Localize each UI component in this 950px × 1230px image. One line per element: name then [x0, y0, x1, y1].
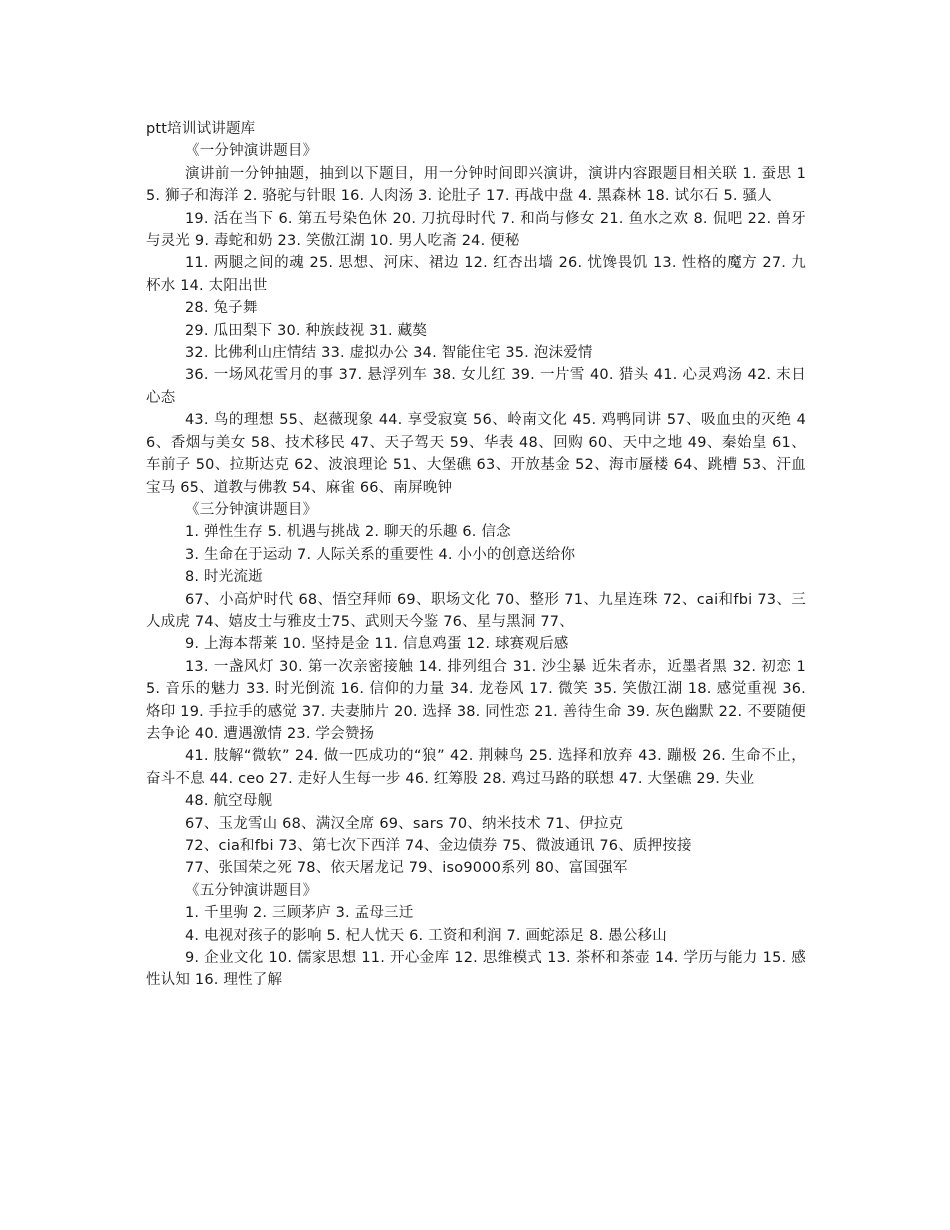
paragraph: 11. 两腿之间的魂 25. 思想、河床、裙边 12. 红杏出墙 26. 忧馋畏饥 13. 性格的魔方 27. 九杯水 14. 太阳出世 — [146, 255, 806, 294]
paragraph: 32. 比佛利山庄情结 33. 虚拟办公 34. 智能住宅 35. 泡沫爱情 — [185, 345, 593, 362]
paragraph: 4. 电视对孩子的影响 5. 杞人忧天 6. 工资和利润 7. 画蛇添足 8. 愚公移山 — [185, 927, 667, 944]
paragraph: 43. 鸟的理想 55、赵薇现象 44. 享受寂寞 56、岭南文化 45. 鸡鸭同讲 57、吸血虫的灭绝 46、香烟与美女 58、技术移民 47、天子驾天 59、华表 48、回购 60、天中之地 49、秦始皇 61、车前子 50、拉斯达克 62、波浪理论 51、大堡礁 63、开放基金 52、海市蜃楼 64、跳槽 53、汗血宝马 65、道教与佛教 54、麻雀 66、南屏晚钟 — [146, 412, 806, 496]
paragraph: 1. 千里驹 2. 三顾茅庐 3. 孟母三迁 — [185, 905, 414, 922]
paragraph: 《一分钟演讲题目》 — [185, 143, 318, 160]
paragraph: 19. 活在当下 6. 第五号染色休 20. 刀抗母时代 7. 和尚与修女 21. 鱼水之欢 8. 侃吧 22. 兽牙与灵光 9. 毒蛇和奶 23. 笑傲江湖 10. 男人吃斋 24. 便秘 — [146, 210, 806, 250]
paragraph: 13. 一盏风灯 30. 第一次亲密接触 14. 排列组合 31. 沙尘暴 近朱者赤，近墨者黑 32. 初恋 15. 音乐的魅力 33. 时光倒流 16. 信仰的力量 34. 龙卷风 17. 微笑 35. 笑傲江湖 18. 感觉重视 36. 烙印 19. 手拉手的感觉 37. 夫妻肺片 20. 选择 38. 同性恋 21. 善待生命 39. 灰色幽默 22. 不要随便去争论 40. 遭遇激情 23. 学会赞扬 — [146, 658, 806, 742]
document-title: ptt培训试讲题库 — [146, 121, 256, 137]
paragraph: 72、cia和fbi 73、第七次下西洋 74、金边债券 75、微波通讯 76、质押按接 — [185, 838, 692, 854]
paragraph: 48. 航空母舰 — [185, 793, 273, 810]
paragraph: 9. 上海本帮莱 10. 坚持是金 11. 信息鸡蛋 12. 球赛观后感 — [185, 636, 569, 653]
document-page — [146, 118, 806, 992]
paragraph: 《五分钟演讲题目》 — [185, 882, 318, 899]
paragraph-list — [146, 140, 806, 991]
paragraph: 36. 一场风花雪月的事 37. 悬浮列车 38. 女儿红 39. 一片雪 40. 猎头 41. 心灵鸡汤 42. 末日心态 — [146, 367, 806, 406]
paragraph: 29. 瓜田梨下 30. 种族歧视 31. 藏獒 — [185, 322, 428, 339]
paragraph: 77、张国荣之死 78、依天屠龙记 79、iso9000系列 80、富国强军 — [185, 860, 628, 877]
paragraph: 8. 时光流逝 — [185, 569, 263, 586]
paragraph: 67、玉龙雪山 68、满汉全席 69、sars 70、纳米技术 71、伊拉克 — [185, 815, 624, 832]
paragraph: 《三分钟演讲题目》 — [185, 501, 318, 518]
paragraph: 41. 肢解“微软” 24. 做一匹成功的“狼” 42. 荆棘鸟 25. 选择和放弃 43. 蹦极 26. 生命不止，奋斗不息 44. ceo 27. 走好人生每一步 46. 红筹股 28. 鸡过马路的联想 47. 大堡礁 29. 失业 — [146, 748, 806, 787]
paragraph: 9. 企业文化 10. 儒家思想 11. 开心金库 12. 思维模式 13. 茶杯和茶壶 14. 学历与能力 15. 感性认知 16. 理性了解 — [146, 950, 806, 989]
paragraph: 67、小高炉时代 68、悟空拜师 69、职场文化 70、整形 71、九星连珠 72、cai和fbi 73、三人成虎 74、嬉皮士与雅皮士75、武则天今鉴 76、星与黑洞 77、 — [146, 591, 806, 630]
paragraph: 28. 兔子舞 — [185, 300, 258, 317]
paragraph: 3. 生命在于运动 7. 人际关系的重要性 4. 小小的创意送给你 — [185, 546, 576, 563]
paragraph: 演讲前一分钟抽题，抽到以下题目，用一分钟时间即兴演讲，演讲内容跟题目相关联 1. 蚕思 15. 狮子和海洋 2. 骆驼与针眼 16. 人肉汤 3. 论肚子 17. 再战中盘 4. 黑森林 18. 试尔石 5. 骚人 — [146, 165, 806, 205]
paragraph: 1. 弹性生存 5. 机遇与挑战 2. 聊天的乐趣 6. 信念 — [185, 524, 511, 541]
